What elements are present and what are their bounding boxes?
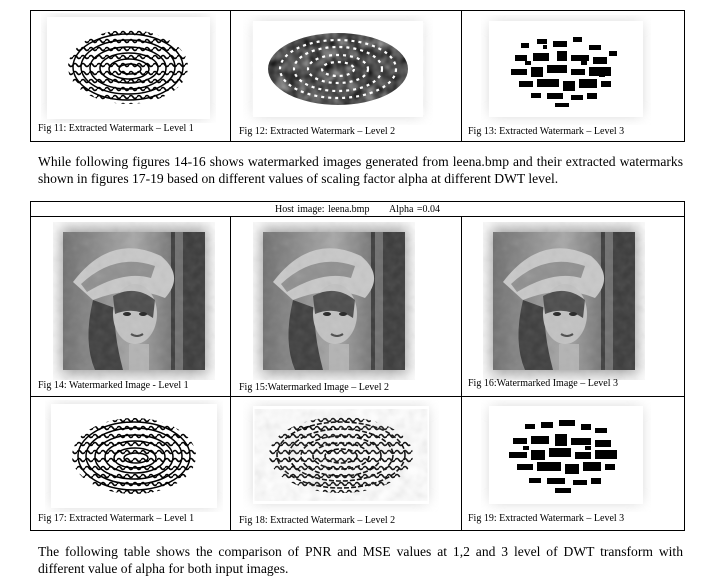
figure-caption: Fig 17: Extracted Watermark – Level 1	[38, 513, 195, 524]
figure-table-lena	[30, 201, 685, 531]
host-image-header	[31, 204, 684, 215]
lena-image	[483, 222, 645, 380]
fingerprint-image	[41, 13, 216, 123]
figure-table-top	[30, 10, 685, 142]
figure-caption: Fig 12: Extracted Watermark – Level 2	[239, 126, 396, 137]
blocky-watermark-image	[481, 400, 651, 512]
figure-caption: Fig 14: Watermarked Image - Level 1	[38, 380, 189, 391]
figure-caption: Fig 16:Watermarked Image – Level 3	[468, 378, 618, 389]
host-image-label: Host image: leena.bmp	[274, 204, 370, 215]
paragraph-text: The following table shows the comparison of PNR and MSE values at 1,2 and 3 level of DWT transform with different value of alpha for both input images.	[38, 544, 683, 576]
paragraph-text: While following figures 14-16 shows watermarked images generated from leena.bmp and their extracted watermarks shown in figures 17-19 based on different values of scaling factor alpha at different DWT level.	[38, 154, 683, 186]
figure-caption: Fig 15:Watermarked Image – Level 2	[239, 382, 389, 393]
figure-caption: Fig 13: Extracted Watermark – Level 3	[468, 126, 625, 137]
figure-caption: Fig 11: Extracted Watermark – Level 1	[38, 123, 194, 134]
figure-caption: Fig 18: Extracted Watermark – Level 2	[239, 515, 396, 526]
fingerprint-image	[45, 400, 223, 512]
body-paragraph	[38, 153, 683, 187]
lena-image	[253, 222, 415, 380]
figure-caption: Fig 19: Extracted Watermark – Level 3	[468, 513, 625, 524]
noisy-watermark-image	[243, 400, 439, 512]
body-paragraph	[38, 543, 683, 577]
alpha-label: Alpha =0.04	[388, 204, 441, 215]
lena-image	[53, 222, 215, 380]
noisy-watermark-image	[243, 15, 433, 125]
blocky-watermark-image	[481, 15, 651, 125]
